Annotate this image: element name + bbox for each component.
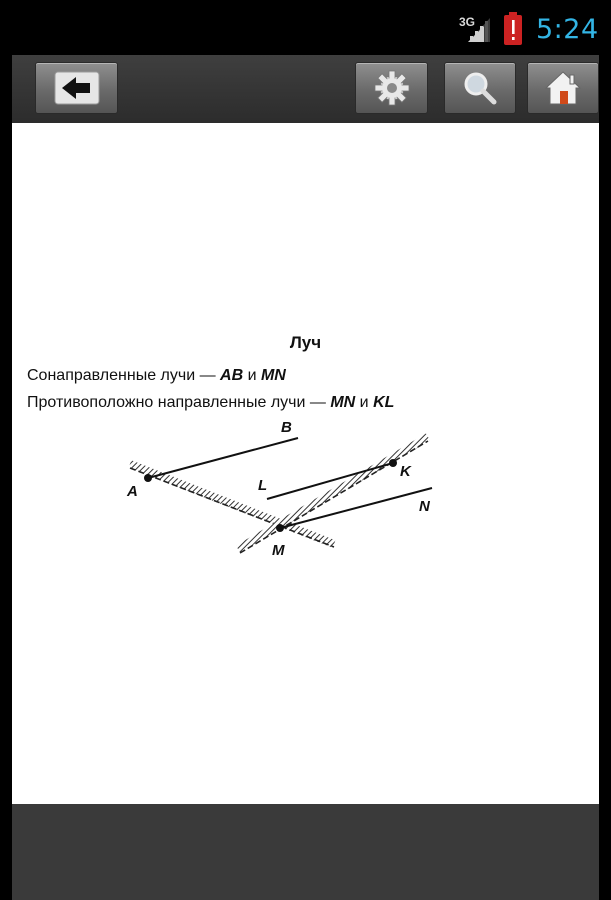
page-title: Луч — [289, 333, 322, 352]
label-a: A — [127, 483, 138, 500]
label-k: K — [400, 463, 411, 480]
ray-mn-label-2: MN — [330, 394, 356, 411]
rays-diagram — [12, 123, 599, 804]
opposite-label: Противоположно направленные лучи — — [27, 394, 331, 411]
arrow-left-icon — [54, 71, 100, 105]
line-mk — [238, 437, 428, 553]
house-icon — [543, 69, 583, 107]
clock: 5:24 — [536, 14, 599, 45]
label-n: N — [419, 498, 430, 515]
gear-icon — [372, 68, 412, 108]
ray-ab-label: AB — [220, 367, 244, 384]
point-a — [144, 474, 152, 482]
status-bar — [0, 0, 611, 54]
point-m — [276, 524, 284, 532]
signal-icon — [466, 14, 492, 44]
bottom-bar — [12, 804, 599, 900]
label-l: L — [258, 477, 268, 494]
point-k — [389, 459, 397, 467]
battery-alert-icon — [503, 12, 523, 46]
line-am — [130, 464, 334, 547]
home-button[interactable] — [527, 62, 599, 114]
back-button[interactable] — [35, 62, 118, 114]
settings-button[interactable] — [355, 62, 428, 114]
codirected-label: Сонаправленные лучи — — [27, 367, 221, 384]
label-m: M — [272, 542, 285, 559]
search-button[interactable] — [444, 62, 516, 114]
conjunction: и — [243, 367, 261, 384]
label-b: B — [281, 419, 292, 436]
network-type-label: 3G — [459, 15, 476, 29]
magnifier-icon — [461, 69, 499, 107]
ray-mn-label: MN — [260, 367, 286, 384]
conjunction-2: и — [355, 394, 374, 411]
content-area — [12, 123, 599, 804]
ray-kl-label: KL — [373, 394, 395, 411]
action-bar — [12, 55, 599, 123]
ray-ab — [148, 438, 298, 478]
